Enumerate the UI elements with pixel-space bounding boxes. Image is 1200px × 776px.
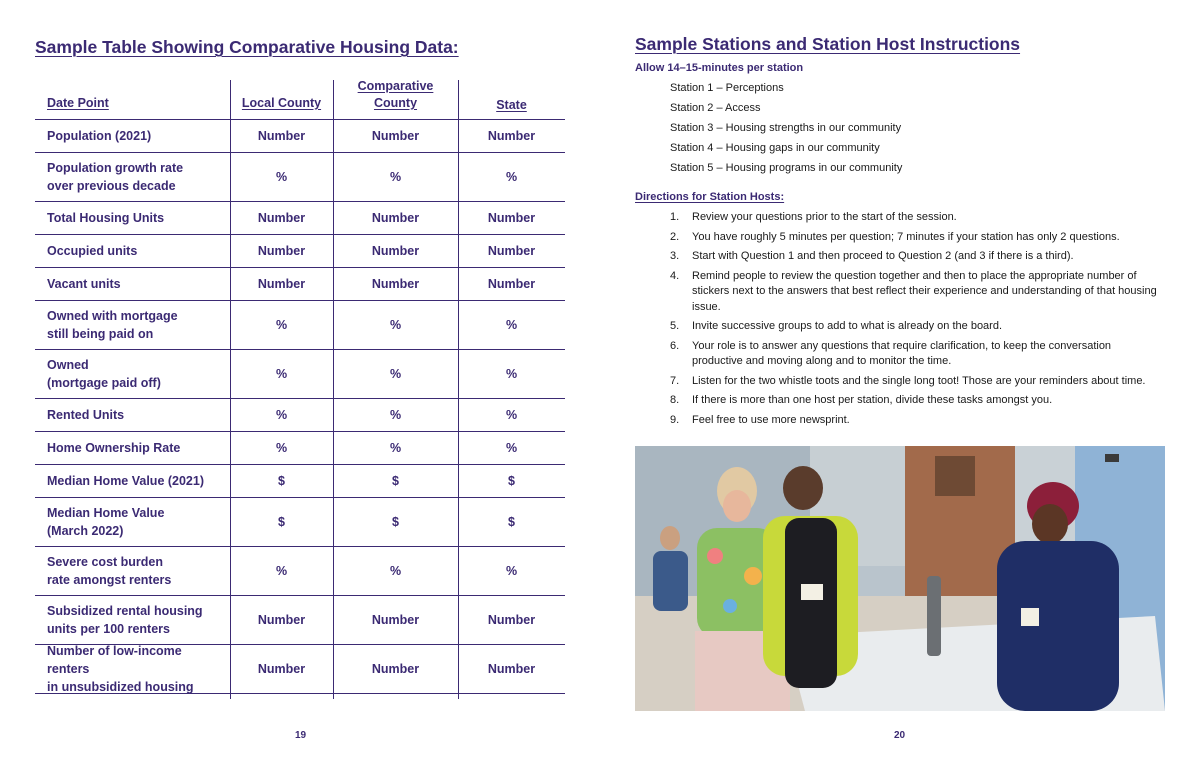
cell-value: Number	[371, 613, 420, 627]
table-row	[35, 498, 565, 547]
row-label: Occupied units	[47, 244, 138, 258]
cell-value: Number	[487, 244, 536, 258]
direction-text: Feel free to use more newsprint.	[692, 413, 850, 426]
table-row	[35, 596, 565, 645]
cell-value: %	[505, 318, 518, 332]
direction-text: Your role is to answer any questions that require clarification, to keep the conversation productive and moving along and to monitor the time.	[692, 339, 1112, 367]
table-row	[35, 202, 565, 235]
cell-value: Number	[487, 662, 536, 676]
cell-value: Number	[371, 129, 420, 143]
stations-title: Sample Stations and Station Host Instructions	[635, 34, 1021, 54]
table-row	[35, 399, 565, 432]
table-row	[35, 547, 565, 596]
cell-value: %	[505, 564, 518, 578]
row-label: Median Home Value (March 2022)	[47, 506, 165, 538]
direction-item	[670, 210, 1160, 226]
table-row	[35, 268, 565, 301]
cell-value: %	[275, 564, 288, 578]
direction-number: 2.	[670, 230, 680, 243]
table-row	[35, 120, 565, 153]
cell-value: %	[389, 408, 402, 422]
table-row	[35, 350, 565, 399]
direction-text: You have roughly 5 minutes per question; 7 minutes if your station has only 2 questions.	[692, 230, 1120, 243]
station-item: Station 2 – Access	[670, 102, 761, 114]
cell-value: $	[392, 474, 399, 488]
cell-value: $	[278, 474, 285, 488]
photo-illustration	[635, 446, 1165, 711]
station-item: Station 3 – Housing strengths in our community	[670, 122, 902, 134]
cell-value: $	[508, 515, 515, 529]
row-label: Population (2021)	[47, 129, 152, 143]
row-label: Number of low-income renters in unsubsidized housing	[47, 644, 194, 694]
station-hosts-photo	[635, 446, 1165, 711]
allow-time-note: Allow 14–15-minutes per station	[635, 62, 804, 74]
table-row	[35, 153, 565, 202]
cell-value: $	[278, 515, 285, 529]
row-label: Home Ownership Rate	[47, 441, 181, 455]
direction-item	[670, 393, 1160, 409]
cell-value: Number	[371, 211, 420, 225]
cell-value: Number	[257, 244, 306, 258]
table-row	[35, 465, 565, 498]
cell-value: Number	[257, 613, 306, 627]
row-label: Owned with mortgage still being paid on	[47, 309, 178, 341]
page-number: 20	[894, 730, 906, 741]
header-comparative-county: Comparative County	[357, 79, 434, 110]
direction-number: 5.	[670, 320, 680, 332]
cell-value: %	[275, 170, 288, 184]
page-number: 19	[295, 730, 307, 741]
direction-number: 4.	[670, 269, 680, 282]
cell-value: Number	[257, 129, 306, 143]
table-row	[35, 432, 565, 465]
direction-number: 6.	[670, 339, 680, 352]
cell-value: %	[505, 408, 518, 422]
directions-heading: Directions for Station Hosts:	[635, 191, 785, 203]
cell-value: %	[505, 170, 518, 184]
direction-text: Invite successive groups to add to what is already on the board.	[692, 320, 1003, 332]
header-local-county: Local County	[241, 96, 322, 110]
row-label: Vacant units	[47, 277, 121, 291]
cell-value: $	[392, 515, 399, 529]
direction-text: Remind people to review the question together and then to place the appropriate number of stickers next to the answers that best reflect their experience and understanding of that housing issue.	[692, 269, 1157, 313]
cell-value: %	[389, 318, 402, 332]
row-label: Total Housing Units	[47, 211, 165, 225]
header-state: State	[496, 98, 527, 112]
cell-value: Number	[487, 129, 536, 143]
direction-text: If there is more than one host per station, divide these tasks amongst you.	[692, 394, 1053, 406]
cell-value: Number	[257, 662, 306, 676]
row-label: Median Home Value (2021)	[47, 474, 205, 488]
right-page	[600, 0, 1200, 776]
station-item: Station 1 – Perceptions	[670, 82, 784, 94]
table-row	[35, 645, 565, 694]
direction-item	[670, 269, 1160, 316]
header-date-point: Date Point	[47, 96, 109, 110]
direction-number: 7.	[670, 374, 680, 387]
direction-text: Listen for the two whistle toots and the single long toot! Those are your reminders about time.	[692, 374, 1146, 387]
direction-item	[670, 230, 1160, 246]
cell-value: $	[508, 474, 515, 488]
direction-item	[670, 319, 1160, 335]
table-body	[35, 120, 565, 694]
direction-item	[670, 339, 1160, 370]
cell-value: %	[389, 367, 402, 381]
cell-value: Number	[487, 277, 536, 291]
cell-value: %	[389, 170, 402, 184]
cell-value: Number	[487, 613, 536, 627]
station-item: Station 5 – Housing programs in our community	[670, 162, 903, 174]
row-label: Rented Units	[47, 408, 125, 422]
table-row	[35, 235, 565, 268]
table-header-row	[35, 80, 565, 120]
table-title: Sample Table Showing Comparative Housing Data:	[35, 37, 459, 57]
cell-value: Number	[487, 211, 536, 225]
cell-value: %	[275, 367, 288, 381]
cell-value: %	[389, 441, 402, 455]
cell-value: Number	[257, 277, 306, 291]
cell-value: %	[275, 318, 288, 332]
direction-number: 1.	[670, 211, 680, 223]
cell-value: %	[505, 441, 518, 455]
directions-list	[670, 210, 1160, 432]
cell-value: Number	[371, 277, 420, 291]
row-label: Population growth rate over previous decade	[47, 161, 184, 193]
direction-item	[670, 374, 1160, 390]
cell-value: Number	[371, 662, 420, 676]
housing-data-table	[35, 80, 565, 694]
direction-number: 3.	[670, 250, 680, 262]
row-label: Subsidized rental housing units per 100 renters	[47, 604, 203, 636]
cell-value: %	[275, 441, 288, 455]
direction-text: Start with Question 1 and then proceed to Question 2 (and 3 if there is a third).	[692, 250, 1074, 262]
direction-item	[670, 249, 1160, 265]
direction-number: 8.	[670, 394, 680, 406]
row-label: Severe cost burden rate amongst renters	[47, 555, 172, 587]
cell-value: Number	[257, 211, 306, 225]
stations-list	[670, 80, 902, 180]
cell-value: Number	[371, 244, 420, 258]
cell-value: %	[389, 564, 402, 578]
direction-text: Review your questions prior to the start of the session.	[692, 211, 957, 223]
direction-number: 9.	[670, 413, 680, 426]
direction-item	[670, 413, 1160, 429]
cell-value: %	[275, 408, 288, 422]
row-label: Owned (mortgage paid off)	[47, 358, 161, 390]
table-row	[35, 301, 565, 350]
cell-value: %	[505, 367, 518, 381]
station-item: Station 4 – Housing gaps in our community	[670, 142, 880, 154]
